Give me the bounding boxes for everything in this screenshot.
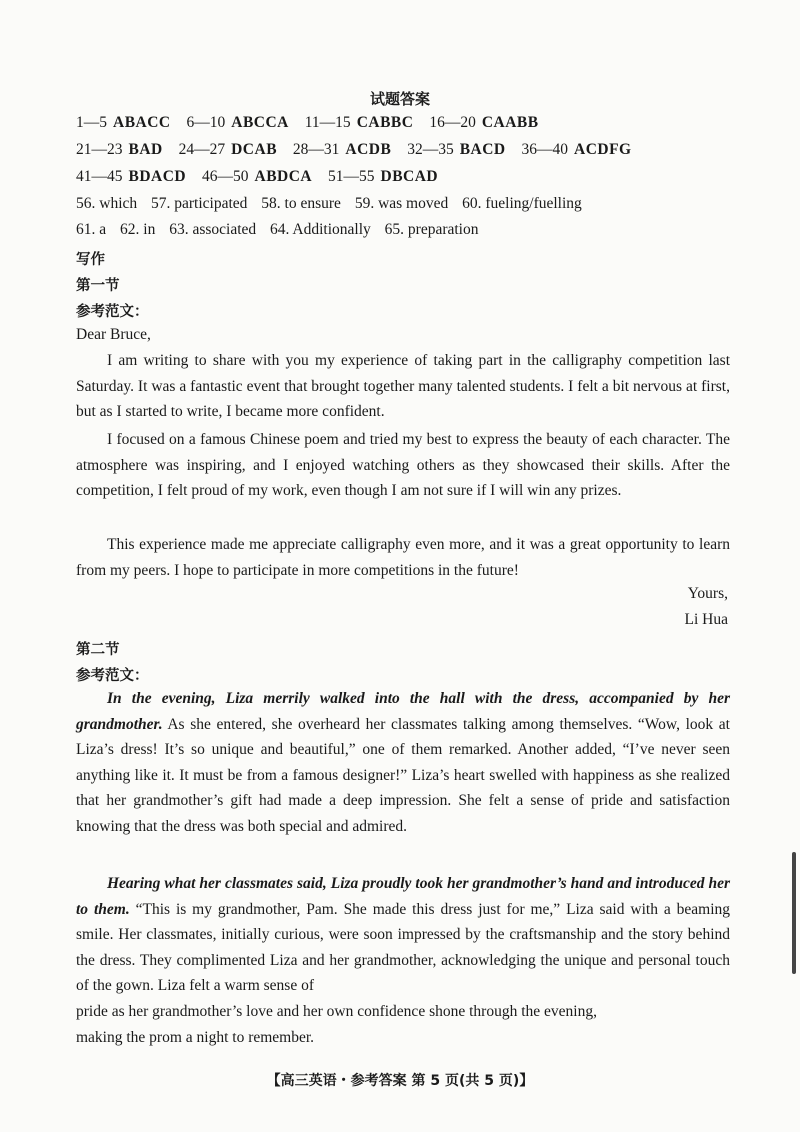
answer-group [429, 114, 538, 131]
letter-paragraph: This experience made me appreciate calligraphy even more, and it was a great opportunity to learn from my peers. I hope to participate in more competitions in the future! [76, 536, 730, 579]
story-text: “This is my grandmother, Pam. She made this dress just for me,” Liza said with a beaming smile. Her classmates, initially curious, were soon impressed by the craftsmanship and the story behind the dress. They complimented Liza and her grandmother, acknowledging the unique and personal touch of the gown. Liza felt a warm sense of [76, 900, 731, 994]
question-range: 32—35 [407, 141, 454, 158]
letter-closing: Yours, [687, 585, 728, 602]
section-1-sample-label: 参考范文： [76, 304, 149, 320]
answer-letters: CABBC [356, 114, 414, 131]
answer-key-line-2 [76, 141, 644, 159]
answer-letters: DBCAD [380, 168, 439, 185]
writing-heading: 写作 [76, 252, 105, 268]
fill-answer: 58. to ensure [261, 195, 341, 212]
section-1-heading: 第一节 [76, 278, 120, 294]
answer-letters: BACD [459, 141, 506, 158]
story-paragraph-1 [76, 686, 730, 839]
page-title: 试题答案 [369, 90, 430, 108]
fill-answer: 57. participated [151, 195, 248, 212]
section-2-sample-label: 参考范文： [76, 668, 149, 684]
letter-greeting: Dear Bruce, [76, 326, 151, 343]
fill-answer: 59. was moved [354, 195, 449, 212]
story-line: pride as her grandmother’s love and her own confidence shone through the evening, [76, 1003, 597, 1020]
question-range: 24—27 [178, 141, 226, 158]
answer-group [76, 168, 186, 185]
answer-letters: ACDFG [574, 141, 632, 158]
page-footer: 【高三英语・参考答案 第 5 页(共 5 页)】 [266, 1073, 534, 1089]
question-range: 11—15 [304, 114, 351, 131]
fill-answer: 65. preparation [384, 221, 479, 238]
question-range: 51—55 [328, 168, 375, 185]
fill-answer: 62. in [120, 221, 156, 238]
fill-answer: 60. fueling/fuelling [462, 195, 582, 212]
question-range: 1—5 [76, 114, 107, 131]
fill-answer-line-2 [76, 221, 488, 239]
answer-letters: ABACC [113, 114, 171, 131]
answer-group [293, 141, 391, 158]
fill-answer-line-1 [76, 195, 592, 213]
question-range: 41—45 [76, 168, 123, 185]
section-2-heading: 第二节 [76, 642, 120, 658]
question-range: 46—50 [202, 168, 249, 185]
question-range: 21—23 [76, 141, 123, 158]
answer-letters: CAABB [481, 114, 539, 131]
answer-group [187, 114, 289, 131]
story-paragraph-2 [76, 871, 730, 999]
question-range: 16—20 [429, 114, 476, 131]
answer-key-line-1 [76, 114, 551, 132]
question-range: 28—31 [292, 141, 340, 158]
answer-letters: ACDB [345, 141, 392, 158]
answer-letters: BAD [128, 141, 163, 158]
answer-group [179, 141, 277, 158]
question-range: 36—40 [521, 141, 568, 158]
answer-group [305, 114, 414, 131]
letter-signature: Li Hua [684, 611, 728, 628]
answer-letters: ABDCA [254, 168, 313, 185]
answer-group [76, 141, 163, 158]
scrollbar-thumb[interactable] [792, 852, 796, 974]
answer-letters: DCAB [231, 141, 278, 158]
letter-paragraph: I focused on a famous Chinese poem and tried my best to express the beauty of each character. The atmosphere was inspiring, and I enjoyed watching others as they showcased their skills. After the competition, I felt proud of my work, even though I am not sure if I will win any prizes. [76, 431, 730, 499]
letter-paragraph: I am writing to share with you my experience of taking part in the calligraphy competition last Saturday. It was a fantastic event that brought together many talented students. I felt a bit nervous at first, but as I started to write, I became more confident. [76, 352, 730, 420]
answer-group [407, 141, 505, 158]
answer-letters: ABCCA [231, 114, 289, 131]
given-opening-sentence: Hearing what her classmates said, Liza proudly took her grandmother’s hand and introduced her to them. [76, 875, 730, 918]
answer-group [76, 114, 171, 131]
given-opening-sentence: In the evening, Liza merrily walked into the hall with the dress, accompanied by her grandmother. [76, 690, 730, 733]
story-text: As she entered, she overheard her classmates talking among themselves. “Wow, look at Liza’s dress! It’s so unique and beautiful,” one of them remarked. Another added, “I’ve never seen anything like it. It must be from a famous designer!” Liza’s heart swelled with happiness as she realized that her grandmother’s gift had made a deep impression. She felt a sense of pride and satisfaction knowing that the dress was both special and admired. [76, 715, 730, 835]
story-line: making the prom a night to remember. [76, 1029, 315, 1046]
answer-key-line-3 [76, 168, 450, 186]
answer-group [202, 168, 312, 185]
answer-letters: BDACD [128, 168, 187, 185]
answer-group [328, 168, 438, 185]
fill-answer: 64. Additionally [270, 221, 371, 238]
fill-answer: 63. associated [169, 221, 257, 238]
answer-group [522, 141, 632, 158]
fill-answer: 61. a [76, 221, 107, 238]
fill-answer: 56. which [76, 195, 138, 212]
question-range: 6—10 [186, 114, 226, 131]
